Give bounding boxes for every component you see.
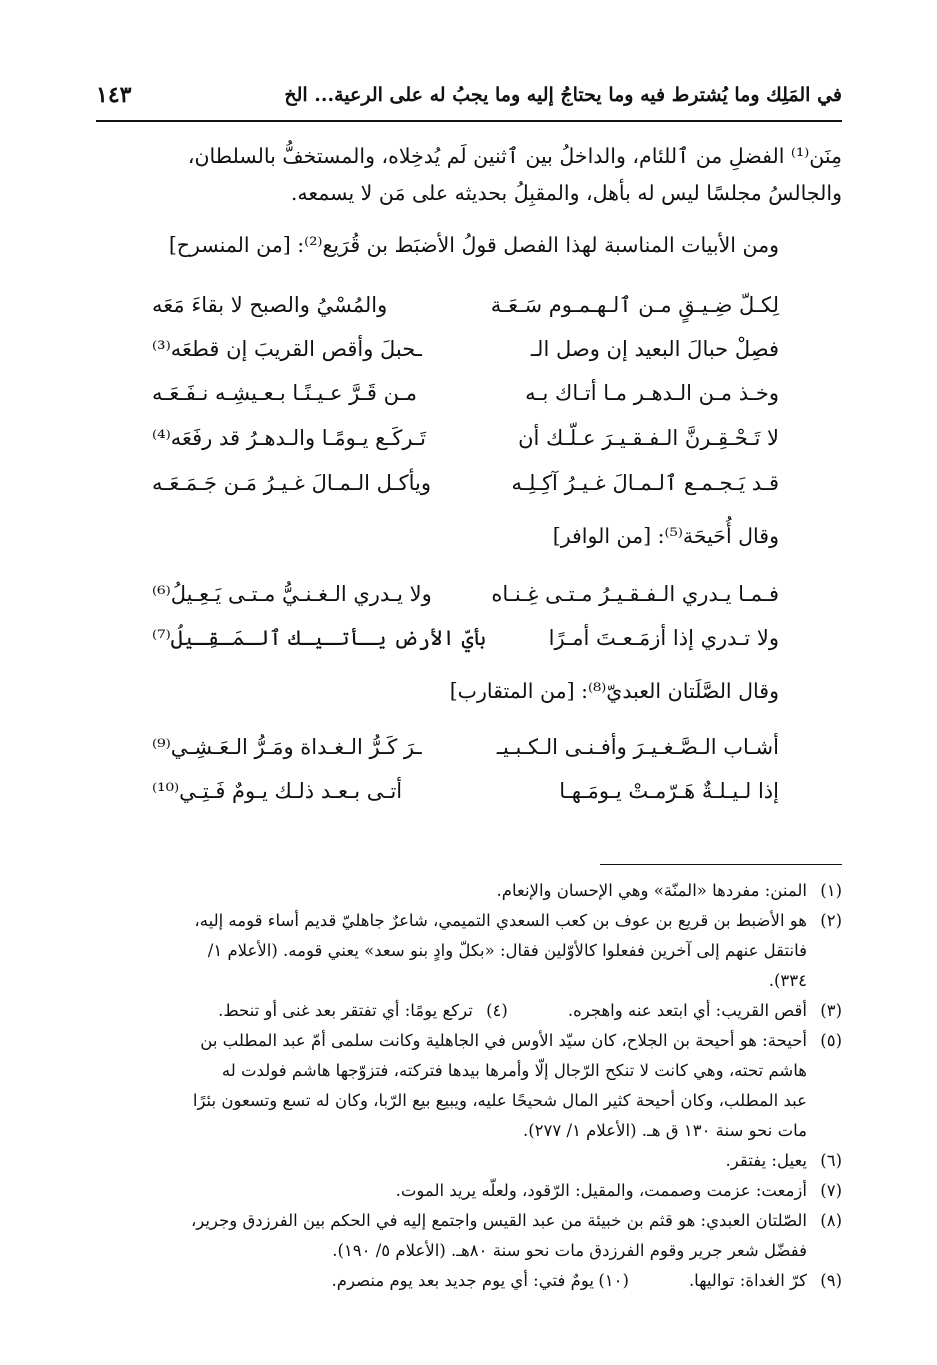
prose-paragraph xyxy=(96,138,842,212)
footnote-text: عبد المطلب، وكان أحيحة كثير المال شحيحًا عليه، ويبيع بيع الرّبا، وكان له تسع وتسعون بئرًا xyxy=(192,1091,807,1110)
footnote-text: أزمعت: عزمت وصممت، والمقيل: الرّقود، ولعلّه يريد الموت. xyxy=(395,1181,807,1200)
footnote-text: أقص القريب: أي ابتعد عنه واهجره. xyxy=(567,1001,807,1020)
verse-second-hemistich: بأيّ الأرض يـأتـيـك ٱلـمَـقِـيلُ⁽⁷⁾ xyxy=(152,626,487,650)
footnote-pair xyxy=(96,996,842,1026)
footnote-number: (٣) xyxy=(820,1001,842,1020)
verse-line xyxy=(152,769,779,813)
verse-line xyxy=(152,416,779,460)
footnote xyxy=(218,996,508,1026)
verse-line xyxy=(152,572,779,616)
footnote xyxy=(96,876,842,906)
chapter-title: في المَلِك وما يُشترط فيه وما يحتاجُ إليه وما يجبُ له على الرعية... الخ xyxy=(284,84,842,106)
verse-line xyxy=(152,616,779,660)
footnote-pair xyxy=(96,1266,842,1296)
prose-line: مِنَن⁽¹⁾ الفضلِ من ٱللئام، والداخلُ بين ٱثنين لَم يُدخِلاه، والمستخفُّ بالسلطان، xyxy=(187,144,842,168)
footnote xyxy=(568,996,842,1026)
footnote xyxy=(96,1146,842,1176)
footnote-text: يومٌ فتي: أي يوم جديد بعد يوم منصرم. xyxy=(331,1271,594,1290)
footnote-text: هاشم تحته، وهي كانت لا تنكح الرّجال إلّا وأمرها بيدها فتركته، فتزوّجها هاشم فولدت له xyxy=(221,1061,807,1080)
footnote-number: (٧) xyxy=(820,1181,842,1200)
prose-line: والجالسُ مجلسًا ليس له بأهل، والمقبِلُ بحديثه على مَن لا يسمعه. xyxy=(290,181,842,205)
running-head xyxy=(96,72,842,118)
verse-line xyxy=(152,461,779,505)
footnote-rule xyxy=(600,864,842,865)
verse-first-hemistich: فـمـا يـدري الـفـقـيـرُ مـتـى غِـنـاه xyxy=(491,582,779,606)
footnote-number: (٥) xyxy=(820,1031,842,1050)
verse-second-hemistich: ـحبلَ وأقص القريبَ إن قطعَه⁽³⁾ xyxy=(152,337,422,361)
verse-second-hemistich: مـن قَـرَّ عـيـنًـا بـعـيشِـه نـفَـعَـه xyxy=(152,381,418,405)
footnote xyxy=(96,1206,842,1266)
poem-intro: وقال أُحَيحَة⁽⁵⁾: [من الوافر] xyxy=(552,524,779,548)
footnote-text: يعيل: يفتقر. xyxy=(725,1151,807,1170)
poem-intro: وقال الصَّلَتان العبديّ⁽⁸⁾: [من المتقارب] xyxy=(449,679,779,703)
footnote-number: (٨) xyxy=(820,1211,842,1230)
footnote-number: (٦) xyxy=(820,1151,842,1170)
verse-line xyxy=(152,327,779,371)
footnote xyxy=(332,1266,629,1296)
footnotes xyxy=(96,876,842,1296)
verse-first-hemistich: قـد يَـجـمـع ٱلـمـالَ غـيـرُ آكِـلِـه xyxy=(511,471,779,495)
verse-line xyxy=(152,371,779,415)
poem-intro: ومن الأبيات المناسبة لهذا الفصل قولُ الأضبَط بن قُرَيع⁽²⁾: [من المنسرح] xyxy=(168,233,779,257)
page-number: ١٤٣ xyxy=(96,82,132,108)
footnote xyxy=(96,1026,842,1146)
header-rule xyxy=(96,120,842,122)
footnote-text: فانتقل عنهم إلى آخرين ففعلوا كالأوّلين فقال: «بكلّ وادٍ بنو سعد» يعني قومه. (الأعلام ١/ xyxy=(207,941,807,960)
verse-line xyxy=(152,725,779,769)
footnote-text: المنن: مفردها «المنّة» وهي الإحسان والإنعام. xyxy=(496,881,807,900)
verse-second-hemistich: أتـى بـعـد ذلـك يـومٌ فَـتِـي⁽¹⁰⁾ xyxy=(152,779,403,803)
verse-first-hemistich: أشـاب الـصَّـغـيـرَ وأفـنـى الـكـبـيـ xyxy=(496,735,779,759)
footnote-number: (٩) xyxy=(820,1271,842,1290)
footnote-text: تركع يومًا: أي تفتقر بعد غنى أو تنحط. xyxy=(218,1001,473,1020)
footnote-text: أحيحة: هو أحيحة بن الجلاح، كان سيّد الأوس في الجاهلية وكانت سلمى أمّ عبد المطلب بن xyxy=(200,1031,807,1050)
footnote xyxy=(689,1266,842,1296)
verse-first-hemistich: لا تَـحْـقِـرنَّ الـفـقـيـرَ عـلّـك أن xyxy=(518,426,779,450)
verse-second-hemistich: ويأكـل الـمـالَ غـيـرُ مَـن جَـمَـعَـه xyxy=(152,471,432,495)
footnote-number: (٤) xyxy=(486,1001,508,1020)
verse-first-hemistich: لِكـلّ ضِـيـقٍ مـن ٱلـهـمـوم سَـعَـة xyxy=(490,293,779,317)
footnote-text: هو الأضبط بن قريع بن عوف بن كعب السعدي التميمي، شاعرٌ جاهليّ قديم أساء قومه إليه، xyxy=(194,911,807,930)
footnote-text: ٣٣٤). xyxy=(768,971,807,990)
footnote-text: ففضّل شعر جرير وقوم الفرزدق مات نحو سنة ٨٠هـ. (الأعلام ٥/ ١٩٠). xyxy=(332,1241,807,1260)
footnote-text: الصّلتان العبدي: هو قثم بن خبيئة من عبد القيس واجتمع إليه في الحكم بين الفرزدق وجرير، xyxy=(190,1211,807,1230)
footnote-number: (١) xyxy=(820,881,842,900)
verse-second-hemistich: والمُسْيُ والصبح لا بقاءَ مَعَه xyxy=(152,293,388,317)
footnote xyxy=(96,1176,842,1206)
footnote-number: (١٠) xyxy=(598,1271,629,1290)
verse-line xyxy=(152,283,779,327)
verse-second-hemistich: ـرَ كَـرُّ الـغـداة ومَـرُّ الـعَـشِـي⁽⁹⁾ xyxy=(152,735,422,759)
verse-second-hemistich: تَـركَـع يـومًـا والـدهـرُ قد رفَعَه⁽⁴⁾ xyxy=(152,426,427,450)
footnote-number: (٢) xyxy=(820,911,842,930)
verse-first-hemistich: وخـذ مـن الـدهـر مـا أتـاك بـه xyxy=(525,381,779,405)
verse-first-hemistich: إذا لـيـلـةٌ هَـرّمـتْ يـومَـهـا xyxy=(559,779,779,803)
footnote xyxy=(96,906,842,996)
verse-first-hemistich: ولا تـدري إذا أزمَـعـتَ أمـرًا xyxy=(548,626,779,650)
verse-first-hemistich: فصِلْ حبالَ البعيد إن وصل الـ xyxy=(530,337,779,361)
verse-second-hemistich: ولا يـدري الـغـنـيُّ مـتـى يَـعِـيلُ⁽⁶⁾ xyxy=(152,582,432,606)
footnote-text: مات نحو سنة ١٣٠ ق هـ. (الأعلام ١/ ٢٧٧). xyxy=(522,1121,807,1140)
footnote-text: كرّ الغداة: تواليها. xyxy=(688,1271,807,1290)
